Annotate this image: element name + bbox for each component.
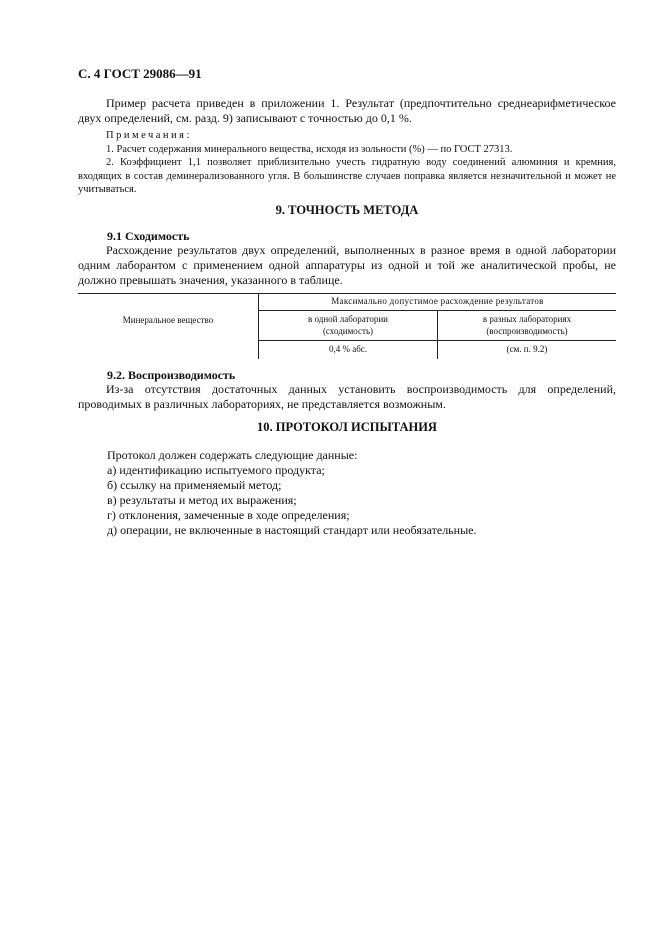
- subsection-9-2-title: 9.2. Воспроизводимость: [107, 368, 236, 382]
- table-cell-reproducibility: (см. п. 9.2): [506, 344, 548, 354]
- list-item: в) результаты и метод их выражения;: [107, 493, 297, 507]
- protocol-lead: Протокол должен содержать следующие данные:: [107, 448, 358, 462]
- precision-table: [78, 293, 616, 359]
- list-item: б) ссылку на применяемый метод;: [107, 478, 282, 492]
- subsection-9-1-text: Расхождение результатов двух определений, выполненных в разное время в одной лаборатории одним лаборантом с применением одной аппаратуры из одной и той же аналитической пробы, не должно превышать значения, указанного в таблице.: [78, 243, 616, 287]
- intro-paragraph: Пример расчета приведен в приложении 1. Результат (предпочтительно среднеарифметическое двух определений, см. разд. 9) записывают с точностью до 0,1 %.: [78, 96, 616, 125]
- list-item: г) отклонения, замеченные в ходе определения;: [107, 508, 350, 522]
- subsection-9-1-title: 9.1 Сходимость: [107, 229, 190, 243]
- list-item: д) операции, не включенные в настоящий стандарт или необязательные.: [107, 523, 477, 537]
- table-header-mineral: Минеральное вещество: [78, 294, 259, 359]
- list-item: а) идентификацию испытуемого продукта;: [107, 463, 325, 477]
- section-9-title: 9. ТОЧНОСТЬ МЕТОДА: [275, 203, 419, 217]
- notes-block: [78, 129, 616, 197]
- section-10-title: 10. ПРОТОКОЛ ИСПЫТАНИЯ: [257, 420, 437, 434]
- table-header-repeatability: в одной лаборатории (сходимость): [259, 311, 438, 341]
- notes-title: Примечания:: [106, 130, 192, 141]
- page-header: С. 4 ГОСТ 29086—91: [78, 66, 202, 81]
- subsection-9-2-text: Из-за отсутствия достаточных данных установить воспроизводимость для определений, проводимых в различных лабораториях, не представляется возможным.: [78, 382, 616, 411]
- table-header-reproducibility: в разных лабораториях (воспроизводимость): [438, 311, 617, 341]
- note-item-1: 1. Расчет содержания минерального вещества, исходя из зольности (%) — по ГОСТ 27313.: [106, 143, 513, 155]
- protocol-list: [107, 448, 476, 538]
- note-item-2: 2. Коэффициент 1,1 позволяет приблизительно учесть гидратную воду соединений алюминия и кремния, входящих в состав деминерализованного угля. В большинстве случаев поправка является незначительной и может не учитываться.: [78, 157, 616, 195]
- table-cell-repeatability: 0,4 % абс.: [259, 341, 438, 359]
- table-header-group: Максимально допустимое расхождение результатов: [259, 294, 617, 311]
